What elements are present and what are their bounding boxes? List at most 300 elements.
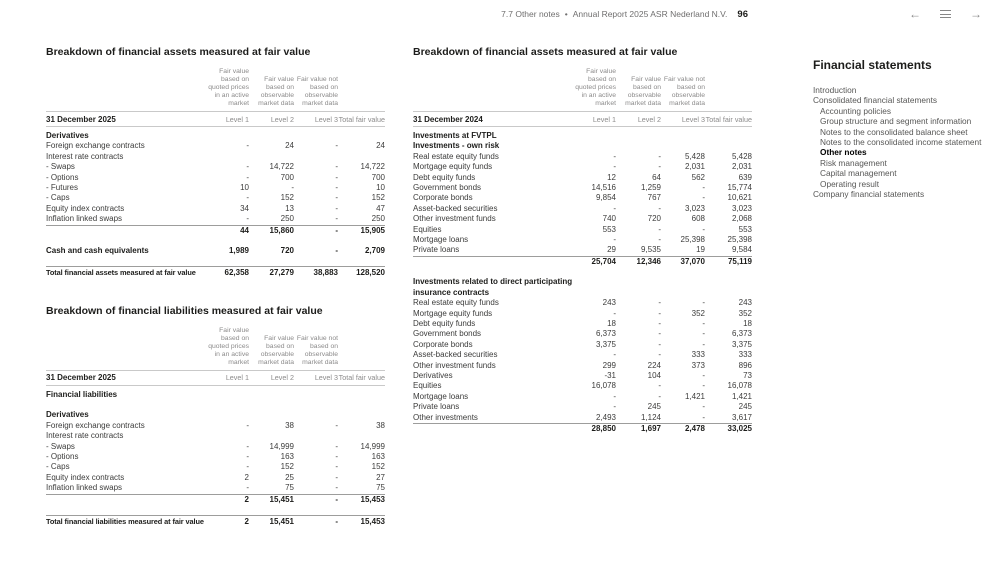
cell-value: - bbox=[246, 141, 249, 151]
sidebar-item-consolidated-financial-statements[interactable]: Consolidated financial statements bbox=[813, 95, 938, 106]
sidebar-item-capital-management[interactable]: Capital management bbox=[820, 168, 897, 179]
table-financial-assets-2024 bbox=[413, 46, 752, 434]
cell-value: 6,373 bbox=[595, 329, 616, 339]
cell-value: - bbox=[702, 329, 705, 339]
table-title: Breakdown of financial liabilities measured at fair value bbox=[46, 304, 323, 317]
row-label: Government bonds bbox=[413, 183, 482, 193]
table-row bbox=[413, 162, 752, 172]
total-column-label: Total fair value bbox=[338, 114, 385, 124]
level-label: Level 2 bbox=[637, 114, 661, 124]
table-row bbox=[413, 298, 752, 308]
cell-value bbox=[574, 131, 616, 141]
table-row bbox=[413, 183, 752, 193]
row-spacer bbox=[413, 267, 752, 277]
cell-value bbox=[616, 131, 661, 141]
row-label: Debt equity funds bbox=[413, 172, 476, 182]
column-header: Fair value based on quoted prices in an active market bbox=[208, 68, 249, 107]
cell-value: - bbox=[613, 350, 616, 360]
cell-value: - bbox=[335, 451, 338, 461]
level-label: Level 3 bbox=[681, 114, 705, 124]
cell-value: 352 bbox=[738, 308, 752, 318]
next-page-button[interactable] bbox=[968, 6, 984, 22]
cell-value: 639 bbox=[738, 172, 752, 182]
cell-value: 2 bbox=[244, 494, 249, 504]
table-row bbox=[413, 235, 752, 245]
table-row bbox=[413, 152, 752, 162]
sidebar-heading: Financial statements bbox=[813, 58, 932, 72]
cell-value: - bbox=[702, 370, 705, 380]
table-row bbox=[46, 410, 385, 420]
cell-value bbox=[294, 410, 338, 420]
cell-value: - bbox=[246, 462, 249, 472]
cell-value: 245 bbox=[738, 402, 752, 412]
row-spacer bbox=[46, 400, 385, 410]
cell-value bbox=[338, 390, 385, 400]
table-row bbox=[413, 381, 752, 391]
row-label bbox=[413, 257, 574, 267]
row-label: Inflation linked swaps bbox=[46, 214, 123, 224]
cell-value: - bbox=[335, 214, 338, 224]
level-label: Level 2 bbox=[270, 373, 294, 383]
cell-value: - bbox=[613, 162, 616, 172]
row-label: Real estate equity funds bbox=[413, 151, 499, 161]
cell-value bbox=[661, 141, 705, 151]
cell-value: - bbox=[246, 451, 249, 461]
cell-value: 15,453 bbox=[360, 516, 385, 526]
cell-value: 18 bbox=[743, 318, 752, 328]
row-label: - Futures bbox=[46, 183, 79, 193]
row-label: Investments - own risk bbox=[413, 141, 500, 151]
row-label: - Caps bbox=[46, 193, 70, 203]
sidebar-nav bbox=[813, 85, 996, 199]
table-header-row bbox=[46, 327, 385, 371]
level-row bbox=[413, 112, 752, 127]
right-column bbox=[413, 46, 752, 434]
cell-value: 700 bbox=[371, 172, 385, 182]
sidebar-financial-statements bbox=[813, 58, 996, 199]
table-row bbox=[413, 423, 752, 434]
cell-value: 720 bbox=[280, 246, 294, 256]
level-label: Level 3 bbox=[314, 114, 338, 124]
column-header: Fair value not based on observable market data bbox=[296, 76, 338, 107]
cell-value: 9,584 bbox=[731, 245, 752, 255]
cell-value: - bbox=[246, 172, 249, 182]
table-row bbox=[413, 204, 752, 214]
cell-value bbox=[705, 141, 752, 151]
cell-value bbox=[661, 277, 705, 298]
cell-value: 25 bbox=[285, 472, 294, 482]
cell-value: - bbox=[335, 472, 338, 482]
cell-value: 740 bbox=[602, 214, 616, 224]
sidebar-item-operating-result[interactable]: Operating result bbox=[820, 178, 880, 189]
table-row bbox=[46, 483, 385, 493]
cell-value bbox=[294, 152, 338, 162]
cell-value bbox=[338, 131, 385, 141]
row-spacer bbox=[46, 256, 385, 266]
row-label bbox=[46, 495, 207, 505]
cell-value: 152 bbox=[371, 193, 385, 203]
table-row bbox=[413, 173, 752, 183]
table-row bbox=[413, 340, 752, 350]
cell-value: - bbox=[613, 235, 616, 245]
table-row bbox=[413, 402, 752, 412]
table-financial-assets-2025 bbox=[46, 46, 385, 281]
cell-value: - bbox=[658, 298, 661, 308]
cell-value: 75 bbox=[285, 483, 294, 493]
table-row bbox=[413, 141, 752, 151]
cell-value: 1,421 bbox=[731, 391, 752, 401]
column-header: Fair value based on quoted prices in an active market bbox=[575, 68, 616, 107]
table-row bbox=[413, 214, 752, 224]
cell-value: 24 bbox=[285, 141, 294, 151]
cell-value: - bbox=[613, 402, 616, 412]
cell-value: 2,031 bbox=[731, 162, 752, 172]
cell-value: 3,375 bbox=[731, 339, 752, 349]
table-row bbox=[46, 515, 385, 529]
column-header: Fair value based on observable market data bbox=[258, 334, 294, 366]
header-spacer bbox=[46, 367, 207, 370]
cell-value: 104 bbox=[647, 370, 661, 380]
cell-value: 15,860 bbox=[269, 225, 294, 235]
row-label: - Options bbox=[46, 172, 79, 182]
cell-value bbox=[207, 152, 249, 162]
cell-value: 1,421 bbox=[684, 391, 705, 401]
arrow-left-icon: ← bbox=[909, 7, 921, 21]
row-label: Investments at FVTPL bbox=[413, 131, 497, 140]
cell-value: 27 bbox=[376, 472, 385, 482]
row-label: Private loans bbox=[413, 245, 460, 255]
level-label: Level 1 bbox=[225, 114, 249, 124]
cell-value: 16,078 bbox=[727, 381, 752, 391]
cell-value: 2,068 bbox=[731, 214, 752, 224]
table-row bbox=[413, 392, 752, 402]
cell-value: - bbox=[702, 339, 705, 349]
row-label: Total financial liabilities measured at fair value bbox=[46, 516, 204, 526]
cell-value: 163 bbox=[371, 451, 385, 461]
row-label: Mortgage equity funds bbox=[413, 308, 493, 318]
row-label: Mortgage loans bbox=[413, 235, 469, 245]
level-label: Level 3 bbox=[314, 373, 338, 383]
row-label: - Swaps bbox=[46, 441, 75, 451]
cell-value: 3,023 bbox=[731, 203, 752, 213]
row-label: Inflation linked swaps bbox=[46, 483, 123, 493]
cell-value bbox=[294, 431, 338, 441]
cell-value: 299 bbox=[602, 360, 616, 370]
cell-value: 700 bbox=[280, 172, 294, 182]
cell-value: - bbox=[246, 483, 249, 493]
column-header: Fair value based on observable market data bbox=[258, 76, 294, 107]
row-label: Asset-backed securities bbox=[413, 203, 498, 213]
sidebar-item-notes-to-the-consolidated-balance-sheet[interactable]: Notes to the consolidated balance sheet bbox=[820, 126, 968, 137]
row-label: Derivatives bbox=[46, 410, 89, 420]
cell-value: 75,119 bbox=[727, 256, 752, 266]
cell-value: 37,070 bbox=[680, 256, 705, 266]
row-label: Equities bbox=[413, 224, 442, 234]
table-row bbox=[46, 173, 385, 183]
cell-value: 3,023 bbox=[684, 203, 705, 213]
cell-value: 553 bbox=[738, 224, 752, 234]
row-spacer bbox=[46, 505, 385, 515]
table-header-row bbox=[46, 68, 385, 112]
cell-value: - bbox=[335, 141, 338, 151]
row-label: - Swaps bbox=[46, 162, 75, 172]
cell-value bbox=[294, 131, 338, 141]
column-header: Fair value based on quoted prices in an active market bbox=[208, 326, 249, 366]
row-label: Private loans bbox=[413, 402, 460, 412]
table-row bbox=[46, 204, 385, 214]
cell-value: - bbox=[246, 193, 249, 203]
total-column-label: Total fair value bbox=[338, 373, 385, 383]
cell-value: 75 bbox=[376, 483, 385, 493]
table-row bbox=[46, 462, 385, 472]
cell-value: 73 bbox=[743, 370, 752, 380]
cell-value: 333 bbox=[691, 350, 705, 360]
cell-value: 38 bbox=[285, 420, 294, 430]
cell-value: 152 bbox=[280, 462, 294, 472]
row-label: Equities bbox=[413, 381, 442, 391]
sidebar-item-accounting-policies[interactable]: Accounting policies bbox=[820, 105, 892, 116]
sidebar-item-company-financial-statements[interactable]: Company financial statements bbox=[813, 189, 925, 200]
table-date: 31 December 2024 bbox=[413, 114, 483, 124]
table-row bbox=[46, 152, 385, 162]
cell-value: 14,722 bbox=[269, 162, 294, 172]
cell-value: - bbox=[658, 308, 661, 318]
menu-icon bbox=[940, 10, 951, 18]
cell-value: - bbox=[335, 225, 338, 235]
cell-value: - bbox=[246, 162, 249, 172]
table-title: Breakdown of financial assets measured at fair value bbox=[413, 46, 678, 58]
table-title: Breakdown of financial assets measured at fair value bbox=[46, 46, 311, 58]
cell-value: 25,398 bbox=[680, 235, 705, 245]
cell-value bbox=[574, 141, 616, 151]
row-label: Corporate bonds bbox=[413, 339, 473, 349]
table-row bbox=[413, 350, 752, 360]
row-label: Other investment funds bbox=[413, 214, 496, 224]
table-header-row bbox=[413, 68, 752, 112]
nav-icon-group bbox=[907, 6, 984, 22]
sidebar-item-notes-to-the-consolidated-income-statement[interactable]: Notes to the consolidated income statement bbox=[820, 137, 982, 148]
level-row bbox=[46, 112, 385, 127]
table-row bbox=[46, 246, 385, 256]
table-date: 31 December 2025 bbox=[46, 373, 116, 383]
cell-value: 34 bbox=[240, 203, 249, 213]
cell-value: 243 bbox=[738, 298, 752, 308]
page-number: 96 bbox=[737, 9, 748, 20]
cell-value: 14,999 bbox=[360, 441, 385, 451]
cell-value: - bbox=[335, 183, 338, 193]
row-label: Debt equity funds bbox=[413, 318, 476, 328]
cell-value: 6,373 bbox=[731, 329, 752, 339]
table-row bbox=[413, 193, 752, 203]
cell-value: 38 bbox=[376, 420, 385, 430]
header-spacer bbox=[413, 108, 574, 111]
cell-value: 10 bbox=[376, 183, 385, 193]
level-label: Level 1 bbox=[592, 114, 616, 124]
sidebar-item-introduction[interactable]: Introduction bbox=[813, 85, 857, 95]
table-body bbox=[413, 127, 752, 434]
cell-value: - bbox=[702, 381, 705, 391]
sidebar-item-group-structure-and-segment-information[interactable]: Group structure and segment information bbox=[820, 116, 972, 127]
cell-value: 3,617 bbox=[731, 412, 752, 422]
cell-value: - bbox=[613, 391, 616, 401]
cell-value: 18 bbox=[607, 318, 616, 328]
table-row bbox=[46, 214, 385, 224]
row-label: Equity index contracts bbox=[46, 203, 125, 213]
cell-value: 224 bbox=[647, 360, 661, 370]
prev-page-button[interactable] bbox=[907, 6, 923, 22]
cell-value: 15,905 bbox=[360, 225, 385, 235]
report-title: Annual Report 2025 ASR Nederland N.V. bbox=[572, 9, 728, 19]
cell-value: - bbox=[658, 391, 661, 401]
table-date: 31 December 2025 bbox=[46, 114, 116, 124]
table-row bbox=[413, 371, 752, 381]
cell-value bbox=[661, 131, 705, 141]
cell-value: 9,535 bbox=[640, 245, 661, 255]
cell-value: 15,774 bbox=[727, 183, 752, 193]
cell-value: 1,989 bbox=[228, 246, 249, 256]
cell-value: 1,259 bbox=[640, 183, 661, 193]
breadcrumb bbox=[501, 9, 748, 20]
table-row bbox=[46, 225, 385, 236]
section-title: 7.7 Other notes bbox=[501, 9, 560, 19]
cell-value: - bbox=[291, 183, 294, 193]
table-row bbox=[413, 361, 752, 371]
row-label: Foreign exchange contracts bbox=[46, 141, 145, 151]
table-row bbox=[413, 256, 752, 267]
cell-value: 27,279 bbox=[269, 268, 294, 278]
cell-value: - bbox=[702, 193, 705, 203]
cell-value: 896 bbox=[738, 360, 752, 370]
cell-value: 2,031 bbox=[684, 162, 705, 172]
table-body bbox=[46, 127, 385, 281]
cell-value: - bbox=[335, 193, 338, 203]
cell-value bbox=[207, 131, 249, 141]
row-label bbox=[413, 424, 574, 434]
cell-value bbox=[616, 141, 661, 151]
row-label bbox=[46, 226, 207, 236]
sidebar-item-other-notes[interactable]: Other notes bbox=[820, 147, 867, 158]
cell-value: 2,478 bbox=[684, 423, 705, 433]
cell-value: 13 bbox=[285, 203, 294, 213]
cell-value: 10,621 bbox=[727, 193, 752, 203]
table-row bbox=[46, 494, 385, 505]
cell-value: - bbox=[246, 420, 249, 430]
cell-value: 14,722 bbox=[360, 162, 385, 172]
cell-value: 720 bbox=[647, 214, 661, 224]
table-row bbox=[46, 162, 385, 172]
header-spacer bbox=[46, 108, 207, 111]
row-label: Financial liabilities bbox=[46, 389, 118, 399]
cell-value: - bbox=[702, 412, 705, 422]
cell-value: 62,358 bbox=[224, 268, 249, 278]
table-row bbox=[413, 413, 752, 423]
cell-value: 3,375 bbox=[595, 339, 616, 349]
table-row bbox=[46, 390, 385, 400]
cell-value bbox=[338, 431, 385, 441]
cell-value: 152 bbox=[371, 462, 385, 472]
cell-value: - bbox=[335, 483, 338, 493]
table-row bbox=[46, 193, 385, 203]
header-spacer bbox=[338, 367, 385, 370]
cell-value bbox=[207, 431, 249, 441]
cell-value: - bbox=[335, 516, 338, 526]
table-row bbox=[46, 131, 385, 141]
cell-value: 25,704 bbox=[591, 256, 616, 266]
cell-value: 1,124 bbox=[640, 412, 661, 422]
row-label: Interest rate contracts bbox=[46, 431, 124, 441]
cell-value: 2,493 bbox=[595, 412, 616, 422]
level-label: Level 1 bbox=[225, 373, 249, 383]
row-label: Other investments bbox=[413, 412, 478, 422]
table-row bbox=[46, 473, 385, 483]
level-row bbox=[46, 371, 385, 386]
cell-value: 250 bbox=[371, 214, 385, 224]
cell-value: - bbox=[658, 329, 661, 339]
cell-value bbox=[249, 410, 294, 420]
cell-value bbox=[207, 390, 249, 400]
cell-value: - bbox=[335, 203, 338, 213]
table-row bbox=[413, 319, 752, 329]
cell-value: 64 bbox=[652, 172, 661, 182]
row-label: Interest rate contracts bbox=[46, 151, 124, 161]
header-spacer bbox=[338, 108, 385, 111]
cell-value: 29 bbox=[607, 245, 616, 255]
cell-value: 1,697 bbox=[640, 423, 661, 433]
cell-value: - bbox=[613, 151, 616, 161]
cell-value: 128,520 bbox=[356, 268, 385, 278]
header-spacer bbox=[705, 108, 752, 111]
cell-value bbox=[705, 277, 752, 298]
cell-value: 28,850 bbox=[591, 423, 616, 433]
sidebar-item-risk-management[interactable]: Risk management bbox=[820, 157, 887, 168]
menu-button[interactable] bbox=[938, 6, 953, 22]
row-label: Equity index contracts bbox=[46, 472, 125, 482]
row-label: Mortgage equity funds bbox=[413, 162, 493, 172]
cell-value bbox=[249, 131, 294, 141]
table-row bbox=[413, 225, 752, 235]
cell-value: - bbox=[335, 441, 338, 451]
cell-value: 19 bbox=[696, 245, 705, 255]
cell-value: - bbox=[335, 172, 338, 182]
cell-value bbox=[574, 277, 616, 298]
left-column bbox=[46, 46, 385, 529]
cell-value: - bbox=[658, 151, 661, 161]
level-label: Level 2 bbox=[270, 114, 294, 124]
cell-value: - bbox=[658, 203, 661, 213]
cell-value: - bbox=[335, 420, 338, 430]
table-row bbox=[413, 329, 752, 339]
row-label: Total financial assets measured at fair value bbox=[46, 268, 196, 278]
cell-value: 373 bbox=[691, 360, 705, 370]
arrow-right-icon: → bbox=[970, 7, 982, 21]
table-row bbox=[413, 131, 752, 141]
cell-value: 2 bbox=[244, 472, 249, 482]
cell-value: 243 bbox=[602, 298, 616, 308]
row-label: Asset-backed securities bbox=[413, 350, 498, 360]
cell-value: 767 bbox=[647, 193, 661, 203]
table-row bbox=[413, 245, 752, 255]
table-body bbox=[46, 386, 385, 529]
cell-value: - bbox=[613, 203, 616, 213]
column-header: Fair value not based on observable market data bbox=[663, 76, 705, 107]
cell-value: 38,883 bbox=[313, 268, 338, 278]
cell-value: 5,428 bbox=[731, 151, 752, 161]
cell-value: - bbox=[658, 224, 661, 234]
cell-value: 250 bbox=[280, 214, 294, 224]
cell-value bbox=[249, 431, 294, 441]
table-row bbox=[46, 266, 385, 280]
table-row bbox=[46, 442, 385, 452]
